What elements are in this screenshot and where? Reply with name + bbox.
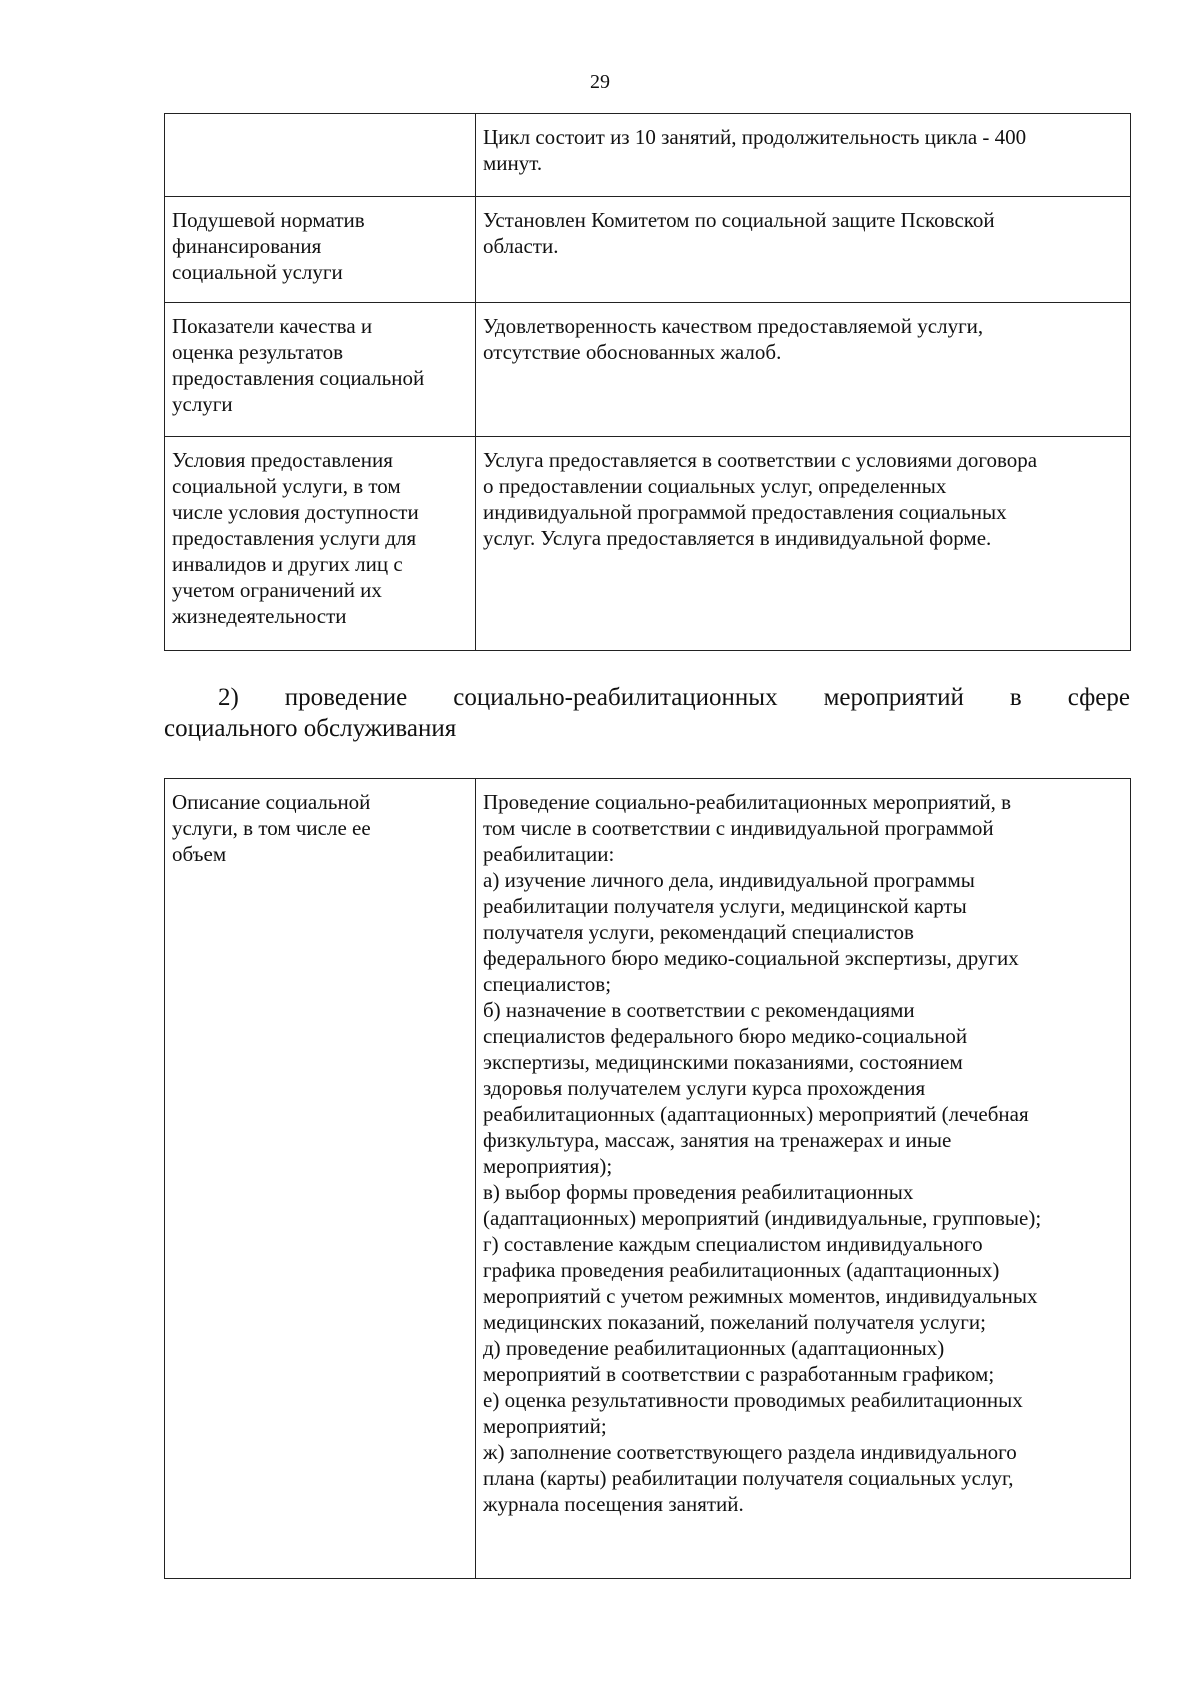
text-line: Условия предоставления	[172, 448, 393, 472]
text-line: плана (карты) реабилитации получателя социальных услуг,	[483, 1466, 1014, 1490]
text-line: получателя услуги, рекомендаций специалистов	[483, 920, 914, 944]
text-line: здоровья получателем услуги курса прохождения	[483, 1076, 926, 1100]
text-line: а) изучение личного дела, индивидуальной программы	[483, 868, 975, 892]
text-line: Проведение социально-реабилитационных мероприятий, в	[483, 790, 1012, 814]
table-row	[165, 114, 1131, 197]
text-line: финансирования	[172, 234, 322, 258]
service-details-table	[164, 113, 1131, 651]
text-line: Установлен Комитетом по социальной защите Псковской	[483, 208, 995, 232]
row-label	[165, 197, 476, 303]
row-value	[476, 197, 1131, 303]
text-line: специалистов;	[483, 972, 612, 996]
text-line: д) проведение реабилитационных (адаптационных)	[483, 1336, 945, 1360]
row-label	[165, 114, 476, 197]
text-line: графика проведения реабилитационных (адаптационных)	[483, 1258, 1000, 1282]
text-line: услуги	[172, 392, 233, 416]
text-line: специалистов федерального бюро медико-социальной	[483, 1024, 968, 1048]
text-line: объем	[172, 842, 227, 866]
text-line: федерального бюро медико-социальной экспертизы, других	[483, 946, 1019, 970]
table-row	[165, 437, 1131, 651]
text-line: ж) заполнение соответствующего раздела индивидуального	[483, 1440, 1017, 1464]
text-line: реабилитации получателя услуги, медицинской карты	[483, 894, 967, 918]
row-value	[476, 779, 1131, 1579]
text-line: мероприятий в соответствии с разработанным графиком;	[483, 1362, 995, 1386]
text-line: минут.	[483, 151, 543, 175]
table-row	[165, 197, 1131, 303]
text-line: области.	[483, 234, 559, 258]
text-line: журнала посещения занятий.	[483, 1492, 744, 1516]
row-value	[476, 114, 1131, 197]
row-label	[165, 437, 476, 651]
text-line: мероприятий с учетом режимных моментов, индивидуальных	[483, 1284, 1038, 1308]
text-line: б) назначение в соответствии с рекомендациями	[483, 998, 915, 1022]
section-heading-line-2: социального обслуживания	[164, 715, 457, 742]
section-heading-line-1: 2) проведение социально-реабилитационных мероприятий в сфере	[218, 684, 1130, 711]
text-line: инвалидов и других лиц с	[172, 552, 403, 576]
text-line: услуги, в том числе ее	[172, 816, 371, 840]
text-line: о предоставлении социальных услуг, определенных	[483, 474, 947, 498]
text-line: Удовлетворенность качеством предоставляемой услуги,	[483, 314, 984, 338]
text-line: экспертизы, медицинскими показаниями, состоянием	[483, 1050, 963, 1074]
text-line: реабилитационных (адаптационных) мероприятий (лечебная	[483, 1102, 1029, 1126]
text-line: физкультура, массаж, занятия на тренажерах и иные	[483, 1128, 952, 1152]
service-description-table	[164, 778, 1131, 1579]
text-line: Описание социальной	[172, 790, 371, 814]
text-line: предоставления услуги для	[172, 526, 417, 550]
text-line: услуг. Услуга предоставляется в индивидуальной форме.	[483, 526, 992, 550]
text-line: Цикл состоит из 10 занятий, продолжительность цикла - 400	[483, 125, 1027, 149]
table-row	[165, 303, 1131, 437]
text-line: медицинских показаний, пожеланий получателя услуги;	[483, 1310, 986, 1334]
text-line: индивидуальной программой предоставления социальных	[483, 500, 1007, 524]
text-line: мероприятия);	[483, 1154, 613, 1178]
row-label	[165, 779, 476, 1579]
text-line: социальной услуги	[172, 260, 343, 284]
text-line: жизнедеятельности	[172, 604, 347, 628]
text-line: социальной услуги, в том	[172, 474, 401, 498]
text-line: мероприятий;	[483, 1414, 607, 1438]
row-value	[476, 437, 1131, 651]
text-line: в) выбор формы проведения реабилитационных	[483, 1180, 914, 1204]
text-line: Подушевой норматив	[172, 208, 365, 232]
row-label	[165, 303, 476, 437]
text-line: реабилитации:	[483, 842, 615, 866]
page-number: 29	[590, 71, 610, 93]
text-line: (адаптационных) мероприятий (индивидуальные, групповые);	[483, 1206, 1042, 1230]
text-line: том числе в соответствии с индивидуальной программой	[483, 816, 994, 840]
table-row	[165, 779, 1131, 1579]
text-line: г) составление каждым специалистом индивидуального	[483, 1232, 983, 1256]
text-line: оценка результатов	[172, 340, 344, 364]
text-line: отсутствие обоснованных жалоб.	[483, 340, 782, 364]
text-line: числе условия доступности	[172, 500, 419, 524]
section-heading	[164, 682, 1130, 744]
text-line: Услуга предоставляется в соответствии с условиями договора	[483, 448, 1038, 472]
text-line: учетом ограничений их	[172, 578, 382, 602]
text-line: Показатели качества и	[172, 314, 373, 338]
text-line: предоставления социальной	[172, 366, 425, 390]
row-value	[476, 303, 1131, 437]
text-line: е) оценка результативности проводимых реабилитационных	[483, 1388, 1023, 1412]
